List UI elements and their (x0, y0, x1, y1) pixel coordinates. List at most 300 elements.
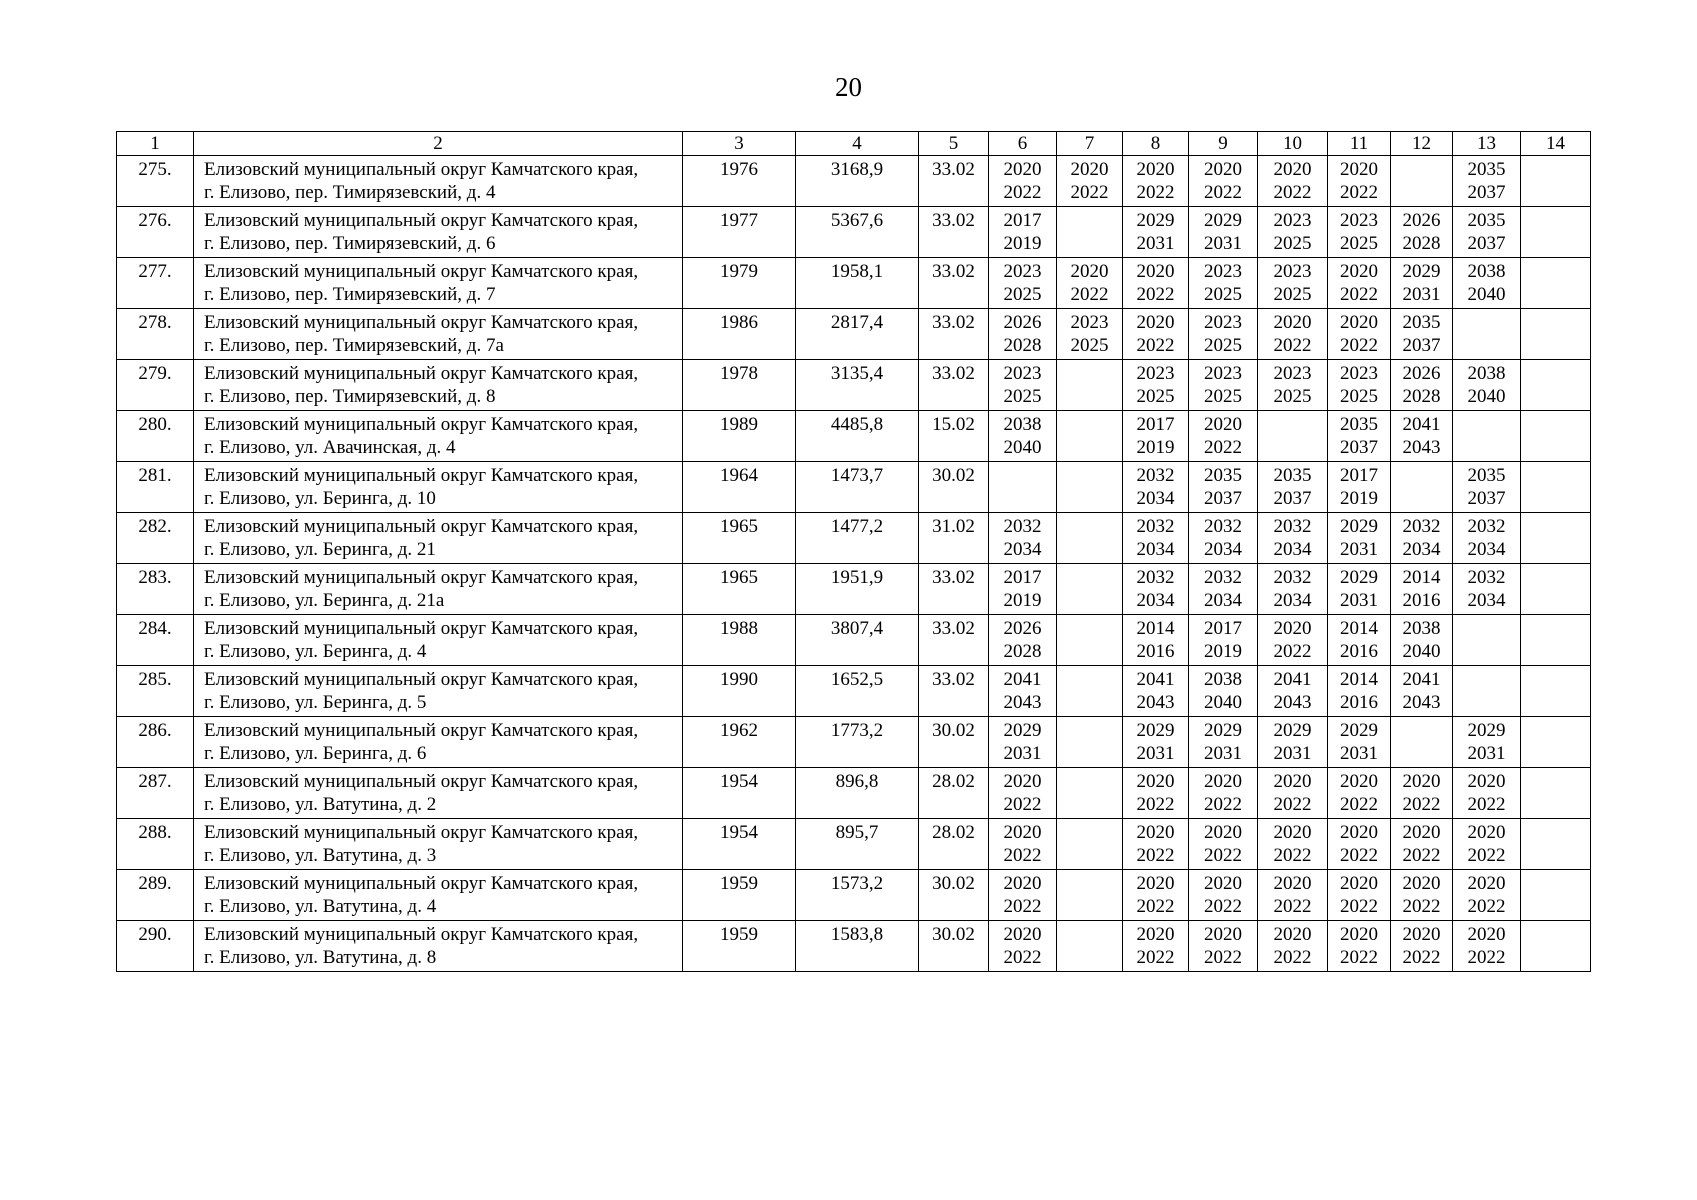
address-line: Елизовский муниципальный округ Камчатского края, (204, 720, 639, 741)
period-end-year: 2022 (1136, 335, 1175, 356)
period-start-year: 2029 (1340, 567, 1378, 588)
period-end-year: 2031 (1340, 590, 1378, 611)
period-start-year: 2020 (1467, 924, 1506, 945)
period-cell-7 (1057, 717, 1123, 768)
period-cell-10 (1258, 768, 1328, 819)
code-cell: 33.02 (919, 156, 989, 207)
period-start-year: 2023 (1204, 312, 1242, 333)
period-end-year: 2043 (1003, 692, 1042, 713)
period-cell-13 (1453, 258, 1521, 309)
period-cell-9 (1189, 156, 1258, 207)
address-cell (194, 309, 683, 360)
period-start-year: 2029 (1136, 720, 1175, 741)
period-cell-11 (1328, 615, 1391, 666)
area-cell: 2817,4 (796, 309, 919, 360)
column-header-5: 5 (919, 132, 989, 156)
period-cell-9 (1189, 717, 1258, 768)
period-start-year: 2020 (1136, 159, 1175, 180)
period-end-year: 2031 (1402, 284, 1441, 305)
area-cell: 895,7 (796, 819, 919, 870)
period-cell-11 (1328, 666, 1391, 717)
column-header-9: 9 (1189, 132, 1258, 156)
period-start-year: 2020 (1003, 771, 1042, 792)
period-cell-12 (1391, 411, 1453, 462)
build-year-cell: 1965 (683, 513, 796, 564)
period-end-year: 2019 (1136, 437, 1175, 458)
period-end-year: 2043 (1136, 692, 1175, 713)
period-cell-7 (1057, 411, 1123, 462)
build-year-cell: 1964 (683, 462, 796, 513)
column-header-2: 2 (194, 132, 683, 156)
address-line: г. Елизово, ул. Беринга, д. 4 (204, 641, 427, 662)
period-end-year: 2034 (1204, 539, 1242, 560)
period-start-year: 2017 (1136, 414, 1175, 435)
period-start-year: 2023 (1070, 312, 1109, 333)
period-start-year: 2020 (1340, 261, 1378, 282)
period-cell-12 (1391, 207, 1453, 258)
period-end-year: 2031 (1467, 743, 1506, 764)
period-cell-13 (1453, 462, 1521, 513)
period-cell-12 (1391, 615, 1453, 666)
period-cell-6 (989, 666, 1057, 717)
period-start-year: 2020 (1273, 159, 1312, 180)
build-year-cell: 1989 (683, 411, 796, 462)
row-number-cell: 288. (117, 819, 194, 870)
address-line: г. Елизово, ул. Ватутина, д. 4 (204, 896, 437, 917)
period-end-year: 2040 (1467, 284, 1506, 305)
code-cell: 33.02 (919, 207, 989, 258)
period-cell-7 (1057, 666, 1123, 717)
area-cell: 1652,5 (796, 666, 919, 717)
period-cell-8 (1123, 870, 1189, 921)
row-number-cell: 279. (117, 360, 194, 411)
period-end-year: 2031 (1204, 743, 1242, 764)
area-cell: 1951,9 (796, 564, 919, 615)
period-end-year: 2031 (1340, 539, 1378, 560)
period-end-year: 2040 (1204, 692, 1242, 713)
address-line: Елизовский муниципальный округ Камчатского края, (204, 210, 639, 231)
period-cell-10 (1258, 411, 1328, 462)
period-end-year: 2022 (1136, 182, 1175, 203)
period-end-year: 2022 (1467, 845, 1506, 866)
address-line: г. Елизово, ул. Авачинская, д. 4 (204, 437, 456, 458)
period-cell-14 (1521, 870, 1591, 921)
period-cell-12 (1391, 309, 1453, 360)
period-cell-7 (1057, 309, 1123, 360)
period-start-year: 2020 (1070, 261, 1109, 282)
address-line: г. Елизово, ул. Ватутина, д. 3 (204, 845, 437, 866)
period-cell-10 (1258, 717, 1328, 768)
period-end-year: 2040 (1003, 437, 1042, 458)
row-number-cell: 283. (117, 564, 194, 615)
period-cell-6 (989, 717, 1057, 768)
period-cell-6 (989, 207, 1057, 258)
period-start-year: 2038 (1204, 669, 1242, 690)
period-cell-14 (1521, 564, 1591, 615)
period-end-year: 2034 (1467, 539, 1506, 560)
area-cell: 1773,2 (796, 717, 919, 768)
period-start-year: 2020 (1340, 159, 1378, 180)
period-start-year: 2026 (1402, 363, 1441, 384)
period-start-year: 2032 (1204, 567, 1242, 588)
period-cell-13 (1453, 768, 1521, 819)
period-start-year: 2026 (1003, 312, 1042, 333)
period-end-year: 2022 (1003, 845, 1042, 866)
table-row (117, 360, 1591, 411)
period-end-year: 2025 (1273, 233, 1312, 254)
row-number-cell: 281. (117, 462, 194, 513)
period-cell-7 (1057, 156, 1123, 207)
period-cell-9 (1189, 258, 1258, 309)
period-start-year: 2032 (1467, 567, 1506, 588)
period-start-year: 2026 (1402, 210, 1441, 231)
period-end-year: 2031 (1340, 743, 1378, 764)
column-header-11: 11 (1328, 132, 1391, 156)
period-cell-10 (1258, 156, 1328, 207)
period-cell-10 (1258, 819, 1328, 870)
period-end-year: 2025 (1070, 335, 1109, 356)
code-cell: 28.02 (919, 819, 989, 870)
period-end-year: 2022 (1136, 284, 1175, 305)
area-cell: 1473,7 (796, 462, 919, 513)
period-end-year: 2022 (1273, 182, 1312, 203)
row-number-cell: 287. (117, 768, 194, 819)
period-end-year: 2022 (1340, 794, 1378, 815)
period-start-year: 2020 (1340, 771, 1378, 792)
table-row (117, 513, 1591, 564)
housing-register-table (116, 131, 1591, 972)
table-row (117, 615, 1591, 666)
period-start-year: 2020 (1136, 822, 1175, 843)
period-start-year: 2020 (1273, 771, 1312, 792)
period-end-year: 2022 (1467, 947, 1506, 968)
address-line: Елизовский муниципальный округ Камчатского края, (204, 465, 639, 486)
period-start-year: 2020 (1070, 159, 1109, 180)
period-cell-7 (1057, 870, 1123, 921)
period-cell-14 (1521, 258, 1591, 309)
period-cell-7 (1057, 564, 1123, 615)
period-start-year: 2017 (1340, 465, 1378, 486)
period-cell-12 (1391, 921, 1453, 972)
period-cell-9 (1189, 309, 1258, 360)
period-cell-6 (989, 768, 1057, 819)
period-cell-12 (1391, 462, 1453, 513)
table-row (117, 768, 1591, 819)
period-cell-7 (1057, 921, 1123, 972)
period-end-year: 2034 (1467, 590, 1506, 611)
period-cell-11 (1328, 360, 1391, 411)
period-cell-7 (1057, 207, 1123, 258)
period-start-year: 2032 (1467, 516, 1506, 537)
period-end-year: 2016 (1340, 692, 1378, 713)
period-cell-11 (1328, 717, 1391, 768)
period-cell-13 (1453, 717, 1521, 768)
period-cell-7 (1057, 258, 1123, 309)
period-cell-11 (1328, 768, 1391, 819)
period-cell-13 (1453, 360, 1521, 411)
period-end-year: 2031 (1136, 233, 1175, 254)
period-end-year: 2028 (1003, 641, 1042, 662)
period-cell-14 (1521, 309, 1591, 360)
address-line: г. Елизово, ул. Ватутина, д. 2 (204, 794, 437, 815)
period-cell-13 (1453, 615, 1521, 666)
build-year-cell: 1965 (683, 564, 796, 615)
address-line: Елизовский муниципальный округ Камчатского края, (204, 159, 639, 180)
period-start-year: 2020 (1340, 312, 1378, 333)
period-cell-9 (1189, 513, 1258, 564)
address-cell (194, 717, 683, 768)
period-end-year: 2034 (1136, 539, 1175, 560)
period-start-year: 2035 (1467, 159, 1506, 180)
period-end-year: 2019 (1003, 233, 1042, 254)
period-cell-13 (1453, 666, 1521, 717)
period-cell-10 (1258, 921, 1328, 972)
code-cell: 31.02 (919, 513, 989, 564)
period-start-year: 2020 (1204, 771, 1242, 792)
period-start-year: 2020 (1273, 618, 1312, 639)
period-cell-8 (1123, 309, 1189, 360)
period-end-year: 2022 (1204, 794, 1242, 815)
period-end-year: 2016 (1402, 590, 1441, 611)
column-header-3: 3 (683, 132, 796, 156)
period-cell-6 (989, 819, 1057, 870)
table-row (117, 411, 1591, 462)
address-line: Елизовский муниципальный округ Камчатского края, (204, 822, 639, 843)
period-start-year: 2020 (1340, 822, 1378, 843)
row-number-cell: 285. (117, 666, 194, 717)
page-number: 20 (835, 72, 862, 102)
period-cell-6 (989, 258, 1057, 309)
table-row (117, 870, 1591, 921)
period-end-year: 2037 (1340, 437, 1378, 458)
period-start-year: 2023 (1204, 261, 1242, 282)
address-line: г. Елизово, пер. Тимирязевский, д. 4 (204, 182, 496, 203)
period-cell-8 (1123, 156, 1189, 207)
period-cell-9 (1189, 819, 1258, 870)
period-end-year: 2019 (1340, 488, 1378, 509)
period-cell-10 (1258, 666, 1328, 717)
row-number-cell: 284. (117, 615, 194, 666)
period-end-year: 2034 (1273, 539, 1312, 560)
period-end-year: 2022 (1340, 896, 1378, 917)
period-start-year: 2023 (1003, 261, 1042, 282)
period-start-year: 2032 (1273, 516, 1312, 537)
row-number-cell: 289. (117, 870, 194, 921)
period-end-year: 2022 (1340, 845, 1378, 866)
address-cell (194, 207, 683, 258)
period-end-year: 2022 (1340, 947, 1378, 968)
period-cell-7 (1057, 462, 1123, 513)
period-end-year: 2022 (1467, 794, 1506, 815)
period-end-year: 2037 (1402, 335, 1441, 356)
table-body (117, 156, 1591, 972)
header-row (117, 132, 1591, 156)
period-start-year: 2020 (1402, 771, 1441, 792)
period-end-year: 2022 (1204, 947, 1242, 968)
period-end-year: 2025 (1340, 233, 1378, 254)
period-cell-8 (1123, 513, 1189, 564)
address-cell (194, 156, 683, 207)
build-year-cell: 1986 (683, 309, 796, 360)
period-cell-8 (1123, 258, 1189, 309)
period-cell-6 (989, 564, 1057, 615)
period-end-year: 2022 (1136, 947, 1175, 968)
period-end-year: 2037 (1467, 233, 1506, 254)
period-cell-10 (1258, 360, 1328, 411)
period-cell-14 (1521, 921, 1591, 972)
address-line: г. Елизово, пер. Тимирязевский, д. 7 (204, 284, 496, 305)
period-start-year: 2023 (1340, 210, 1378, 231)
period-end-year: 2022 (1003, 896, 1042, 917)
address-line: г. Елизово, пер. Тимирязевский, д. 6 (204, 233, 496, 254)
period-cell-9 (1189, 666, 1258, 717)
period-cell-14 (1521, 819, 1591, 870)
period-start-year: 2020 (1204, 414, 1242, 435)
address-line: Елизовский муниципальный округ Камчатского края, (204, 567, 639, 588)
period-cell-13 (1453, 819, 1521, 870)
area-cell: 3168,9 (796, 156, 919, 207)
period-start-year: 2029 (1204, 720, 1242, 741)
code-cell: 33.02 (919, 666, 989, 717)
period-start-year: 2020 (1402, 924, 1441, 945)
column-header-4: 4 (796, 132, 919, 156)
period-cell-12 (1391, 666, 1453, 717)
period-cell-6 (989, 615, 1057, 666)
address-cell (194, 666, 683, 717)
period-end-year: 2037 (1467, 488, 1506, 509)
period-end-year: 2022 (1204, 845, 1242, 866)
address-line: г. Елизово, ул. Ватутина, д. 8 (204, 947, 437, 968)
period-start-year: 2023 (1273, 210, 1312, 231)
period-start-year: 2017 (1003, 210, 1042, 231)
address-line: Елизовский муниципальный округ Камчатского края, (204, 312, 639, 333)
period-end-year: 2022 (1467, 896, 1506, 917)
period-start-year: 2041 (1003, 669, 1042, 690)
period-start-year: 2029 (1273, 720, 1312, 741)
address-cell (194, 615, 683, 666)
address-cell (194, 411, 683, 462)
address-line: Елизовский муниципальный округ Камчатского края, (204, 414, 639, 435)
period-cell-12 (1391, 768, 1453, 819)
period-start-year: 2035 (1340, 414, 1378, 435)
period-end-year: 2022 (1003, 947, 1042, 968)
code-cell: 30.02 (919, 717, 989, 768)
code-cell: 33.02 (919, 309, 989, 360)
address-line: г. Елизово, ул. Беринга, д. 21а (204, 590, 445, 611)
period-cell-9 (1189, 870, 1258, 921)
address-line: г. Елизово, пер. Тимирязевский, д. 7а (204, 335, 504, 356)
period-start-year: 2035 (1467, 210, 1506, 231)
table-row (117, 819, 1591, 870)
period-start-year: 2020 (1467, 873, 1506, 894)
period-cell-8 (1123, 207, 1189, 258)
area-cell: 3135,4 (796, 360, 919, 411)
period-start-year: 2020 (1003, 924, 1042, 945)
build-year-cell: 1990 (683, 666, 796, 717)
period-start-year: 2038 (1467, 261, 1506, 282)
period-cell-10 (1258, 564, 1328, 615)
period-start-year: 2020 (1340, 924, 1378, 945)
period-cell-11 (1328, 819, 1391, 870)
period-end-year: 2022 (1204, 896, 1242, 917)
address-line: Елизовский муниципальный округ Камчатского края, (204, 669, 639, 690)
period-cell-13 (1453, 564, 1521, 615)
period-start-year: 2020 (1136, 261, 1175, 282)
table-header (117, 132, 1591, 156)
period-cell-14 (1521, 513, 1591, 564)
period-end-year: 2031 (1136, 743, 1175, 764)
period-start-year: 2032 (1204, 516, 1242, 537)
period-cell-11 (1328, 513, 1391, 564)
area-cell: 4485,8 (796, 411, 919, 462)
build-year-cell: 1977 (683, 207, 796, 258)
period-end-year: 2028 (1003, 335, 1042, 356)
address-cell (194, 819, 683, 870)
period-end-year: 2025 (1340, 386, 1378, 407)
period-cell-7 (1057, 360, 1123, 411)
period-end-year: 2022 (1273, 896, 1312, 917)
period-start-year: 2032 (1402, 516, 1441, 537)
period-start-year: 2029 (1467, 720, 1506, 741)
table-row (117, 717, 1591, 768)
column-header-14: 14 (1521, 132, 1591, 156)
code-cell: 30.02 (919, 921, 989, 972)
address-line: г. Елизово, ул. Беринга, д. 10 (204, 488, 436, 509)
period-cell-12 (1391, 870, 1453, 921)
period-cell-9 (1189, 921, 1258, 972)
period-cell-8 (1123, 921, 1189, 972)
period-cell-11 (1328, 207, 1391, 258)
period-cell-14 (1521, 666, 1591, 717)
period-start-year: 2038 (1402, 618, 1441, 639)
period-cell-9 (1189, 564, 1258, 615)
period-cell-14 (1521, 462, 1591, 513)
column-header-6: 6 (989, 132, 1057, 156)
period-end-year: 2019 (1003, 590, 1042, 611)
period-cell-9 (1189, 615, 1258, 666)
address-cell (194, 258, 683, 309)
build-year-cell: 1979 (683, 258, 796, 309)
period-cell-12 (1391, 819, 1453, 870)
period-start-year: 2029 (1003, 720, 1042, 741)
period-start-year: 2020 (1136, 873, 1175, 894)
period-start-year: 2020 (1273, 822, 1312, 843)
period-end-year: 2040 (1467, 386, 1506, 407)
period-start-year: 2041 (1273, 669, 1312, 690)
period-start-year: 2035 (1402, 312, 1441, 333)
period-end-year: 2022 (1273, 845, 1312, 866)
period-cell-11 (1328, 870, 1391, 921)
period-cell-7 (1057, 615, 1123, 666)
period-end-year: 2022 (1136, 794, 1175, 815)
column-header-8: 8 (1123, 132, 1189, 156)
period-end-year: 2040 (1402, 641, 1441, 662)
period-cell-13 (1453, 513, 1521, 564)
address-cell (194, 513, 683, 564)
period-end-year: 2022 (1136, 896, 1175, 917)
period-start-year: 2038 (1003, 414, 1042, 435)
period-cell-12 (1391, 258, 1453, 309)
period-cell-8 (1123, 717, 1189, 768)
period-end-year: 2028 (1402, 233, 1441, 254)
row-number-cell: 290. (117, 921, 194, 972)
address-cell (194, 870, 683, 921)
period-end-year: 2019 (1204, 641, 1242, 662)
period-end-year: 2022 (1340, 284, 1378, 305)
period-end-year: 2022 (1402, 947, 1441, 968)
code-cell: 28.02 (919, 768, 989, 819)
period-cell-8 (1123, 666, 1189, 717)
